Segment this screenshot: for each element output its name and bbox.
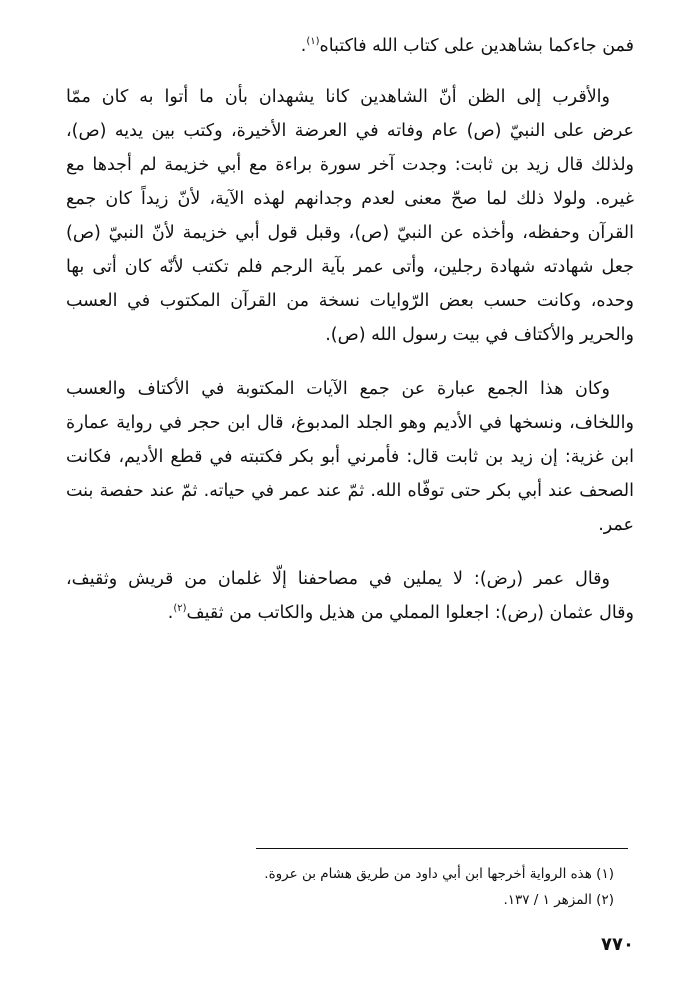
- text-line-13: الصحف عند أبي بكر حتى توفّاه الله. ثمّ عند عمر في حياته. ثمّ عند حفصة بنت: [66, 481, 634, 501]
- page-number: ٧٧٠: [601, 934, 634, 955]
- footnote-1: (١) هذه الرواية أخرجها ابن أبي داود من طريق هشام بن عروة.: [264, 866, 614, 882]
- text-line-1: فمن جاءكما بشاهدين على كتاب الله فاكتباه$^{(١)}$.: [300, 36, 634, 56]
- text-line-10: وكان هذا الجمع عبارة عن جمع الآيات المكتوبة في الأكتاف والعسب: [66, 379, 610, 399]
- text-line-2: والأقرب إلى الظن أنّ الشاهدين كانا يشهدان بأن ما أتوا به كان ممّا: [66, 87, 610, 107]
- text-line-15: وقال عمر (رض): لا يملين في مصاحفنا إلّا غلمان من قريش وثقيف،: [66, 569, 610, 589]
- text-line-3: عرض على النبيّ (ص) عام وفاته في العرضة الأخيرة، وكتب بين يديه (ص)،: [66, 121, 634, 141]
- text-line-4: ولذلك قال زيد بن ثابت: وجدت آخر سورة براءة مع أبي خزيمة لم أجدها مع: [66, 155, 634, 175]
- text-line-14: عمر.: [598, 515, 634, 535]
- text-line-12: ابن غزية: إن زيد بن ثابت قال: فأمرني أبو بكر فكتبته في قطع الأديم، فكانت: [66, 447, 634, 467]
- text-line-9: والحرير والأكتاف في بيت رسول الله (ص).: [325, 325, 634, 345]
- text-line-7: جعل شهادته شهادة رجلين، وأتى عمر بآية الرجم فلم تكتب لأنّه كان أتى بها: [66, 257, 634, 277]
- text-line-8: وحده، وكانت حسب بعض الرّوايات نسخة من القرآن المكتوب في العسب: [66, 291, 634, 311]
- footnote-separator: [256, 848, 628, 849]
- footnote-2: (٢) المزهر ١ / ١٣٧.: [503, 892, 614, 908]
- text-line-5: غيره. ولولا ذلك لما صحّ معنى لعدم وجدانهم لهذه الآية، لأنّ زيداً كان جمع: [66, 189, 634, 209]
- text-line-16: وقال عثمان (رض): اجعلوا المملي من هذيل والكاتب من ثقيف$^{(٢)}$.: [167, 603, 634, 623]
- text-line-6: القرآن وحفظه، وأخذه عن النبيّ (ص)، وقبل قول أبي خزيمة لأنّ النبيّ (ص): [66, 223, 634, 243]
- footnote-marker-1: (١): [306, 36, 320, 47]
- footnote-marker-2: (٢): [173, 603, 187, 614]
- text-line-11: واللخاف، ونسخها في الأديم وهو الجلد المدبوغ، قال ابن حجر في رواية عمارة: [66, 413, 634, 433]
